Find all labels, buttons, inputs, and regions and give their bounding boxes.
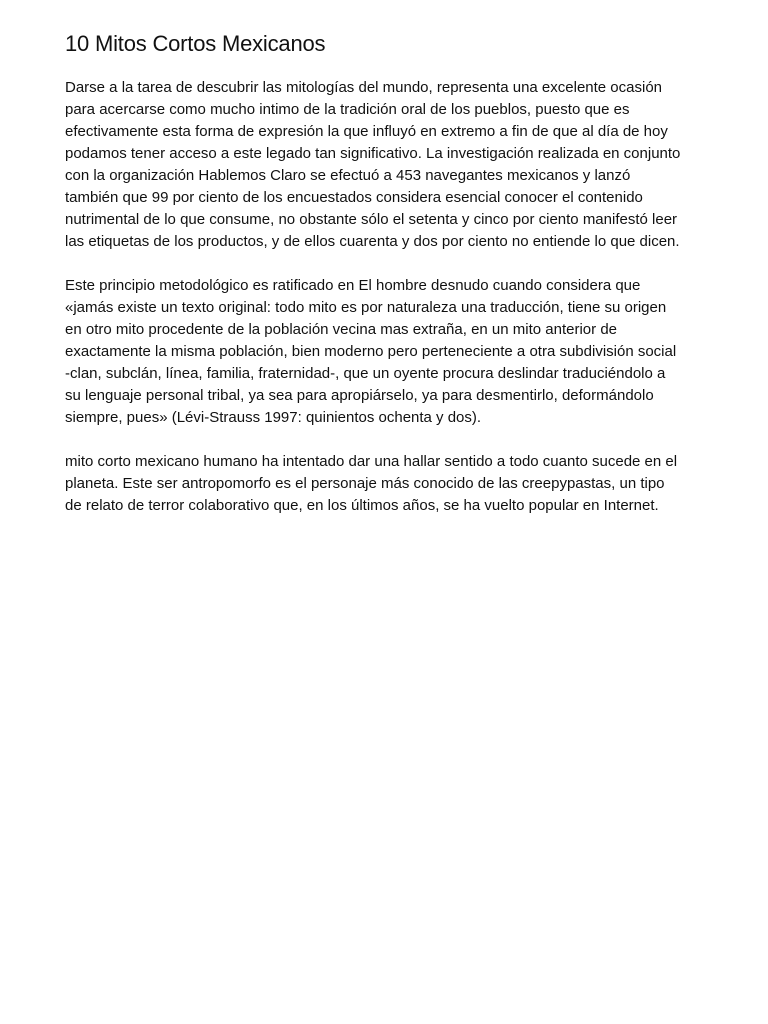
paragraph-line: siempre, pues» (Lévi-Strauss 1997: quinientos ochenta y dos).: [65, 409, 482, 426]
paragraph-line: en otro mito procedente de la población vecina mas extraña, en un mito anterior de: [65, 321, 617, 338]
paragraph-line: planeta. Este ser antropomorfo es el personaje más conocido de las creepypastas, un tipo: [65, 475, 665, 492]
paragraph-line: -clan, subclán, línea, familia, fraternidad-, que un oyente procura deslindar traduciéndolo a: [65, 365, 666, 382]
paragraph-1: [65, 77, 704, 253]
paragraph-line: efectivamente esta forma de expresión la que influyó en extremo a fin de que al día de hoy: [65, 123, 668, 140]
paragraph-line: Darse a la tarea de descubrir las mitologías del mundo, representa una excelente ocasión: [65, 79, 663, 96]
paragraph-3: [65, 451, 704, 517]
paragraph-2: [65, 275, 704, 429]
page-title: 10 Mitos Cortos Mexicanos: [65, 31, 326, 56]
paragraph-line: con la organización Hablemos Claro se efectuó a 453 navegantes mexicanos y lanzó: [65, 167, 631, 184]
paragraph-line: nutrimental de lo que consume, no obstante sólo el setenta y cinco por ciento manifestó leer: [65, 211, 678, 228]
paragraph-line: podamos tener acceso a este legado tan significativo. La investigación realizada en conjunto: [65, 145, 681, 162]
paragraph-line: su lenguaje personal tribal, ya sea para apropiárselo, ya para desmentirlo, deformándolo: [65, 387, 654, 404]
paragraph-line: mito corto mexicano humano ha intentado dar una hallar sentido a todo cuanto sucede en el: [65, 453, 678, 470]
paragraph-line: también que 99 por ciento de los encuestados considera esencial conocer el contenido: [65, 189, 643, 206]
paragraph-line: las etiquetas de los productos, y de ellos cuarenta y dos por ciento no entiende lo que dicen.: [65, 233, 680, 250]
paragraph-line: «jamás existe un texto original: todo mito es por naturaleza una traducción, tiene su origen: [65, 299, 667, 316]
paragraph-line: exactamente la misma población, bien moderno pero perteneciente a otra subdivisión social: [65, 343, 677, 360]
paragraph-line: para acercarse como mucho intimo de la tradición oral de los pueblos, puesto que es: [65, 101, 630, 118]
paragraph-line: Este principio metodológico es ratificado en El hombre desnudo cuando considera que: [65, 277, 641, 294]
paragraph-line: de relato de terror colaborativo que, en los últimos años, se ha vuelto popular en Internet.: [65, 497, 659, 514]
